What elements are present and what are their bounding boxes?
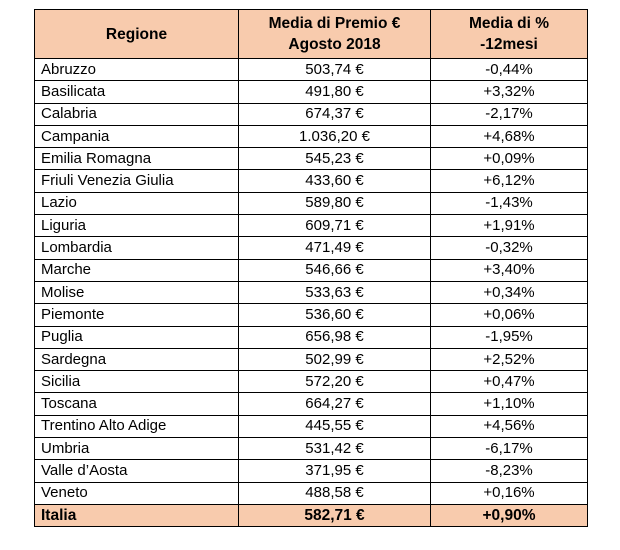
cell-regione: Veneto bbox=[35, 482, 239, 504]
cell-regione: Piemonte bbox=[35, 304, 239, 326]
premium-table-container bbox=[34, 9, 587, 527]
cell-premio: 545,23 € bbox=[239, 148, 431, 170]
cell-variazione: +4,56% bbox=[431, 415, 588, 437]
header-row bbox=[35, 10, 588, 59]
cell-variazione: +0,16% bbox=[431, 482, 588, 504]
cell-premio: 546,66 € bbox=[239, 259, 431, 281]
cell-premio: 664,27 € bbox=[239, 393, 431, 415]
cell-regione: Molise bbox=[35, 281, 239, 303]
cell-premio: 445,55 € bbox=[239, 415, 431, 437]
header-regione-label: Regione bbox=[105, 25, 168, 43]
table-row bbox=[35, 326, 588, 348]
cell-premio: 491,80 € bbox=[239, 81, 431, 103]
cell-regione: Friuli Venezia Giulia bbox=[35, 170, 239, 192]
premium-table bbox=[34, 9, 588, 527]
cell-premio: 674,37 € bbox=[239, 103, 431, 125]
cell-regione: Lazio bbox=[35, 192, 239, 214]
total-variazione: +0,90% bbox=[431, 504, 588, 526]
cell-premio: 609,71 € bbox=[239, 215, 431, 237]
cell-premio: 433,60 € bbox=[239, 170, 431, 192]
cell-regione: Marche bbox=[35, 259, 239, 281]
table-body bbox=[35, 59, 588, 527]
cell-regione: Emilia Romagna bbox=[35, 148, 239, 170]
cell-premio: 533,63 € bbox=[239, 281, 431, 303]
cell-variazione: +1,10% bbox=[431, 393, 588, 415]
cell-premio: 1.036,20 € bbox=[239, 125, 431, 147]
cell-premio: 502,99 € bbox=[239, 348, 431, 370]
table-row bbox=[35, 281, 588, 303]
header-regione bbox=[35, 10, 239, 59]
cell-variazione: -8,23% bbox=[431, 460, 588, 482]
cell-variazione: -6,17% bbox=[431, 438, 588, 460]
table-row bbox=[35, 460, 588, 482]
table-row bbox=[35, 192, 588, 214]
table-row bbox=[35, 482, 588, 504]
table-row bbox=[35, 148, 588, 170]
table-row bbox=[35, 371, 588, 393]
cell-regione: Abruzzo bbox=[35, 59, 239, 81]
table-row bbox=[35, 237, 588, 259]
total-regione: Italia bbox=[35, 504, 239, 526]
cell-premio: 371,95 € bbox=[239, 460, 431, 482]
cell-regione: Valle d’Aosta bbox=[35, 460, 239, 482]
cell-regione: Trentino Alto Adige bbox=[35, 415, 239, 437]
cell-variazione: +0,06% bbox=[431, 304, 588, 326]
table-row bbox=[35, 59, 588, 81]
cell-premio: 531,42 € bbox=[239, 438, 431, 460]
cell-variazione: +0,09% bbox=[431, 148, 588, 170]
cell-variazione: -1,43% bbox=[431, 192, 588, 214]
table-row bbox=[35, 393, 588, 415]
cell-variazione: +0,34% bbox=[431, 281, 588, 303]
header-media-premio bbox=[239, 10, 431, 59]
cell-variazione: -2,17% bbox=[431, 103, 588, 125]
cell-regione: Sicilia bbox=[35, 371, 239, 393]
table-row bbox=[35, 170, 588, 192]
table-row bbox=[35, 348, 588, 370]
cell-regione: Lombardia bbox=[35, 237, 239, 259]
cell-premio: 656,98 € bbox=[239, 326, 431, 348]
header-media-variazione-line1: Media di % bbox=[468, 15, 550, 32]
cell-variazione: -1,95% bbox=[431, 326, 588, 348]
cell-variazione: +3,32% bbox=[431, 81, 588, 103]
cell-variazione: +6,12% bbox=[431, 170, 588, 192]
cell-regione: Umbria bbox=[35, 438, 239, 460]
cell-regione: Toscana bbox=[35, 393, 239, 415]
cell-premio: 536,60 € bbox=[239, 304, 431, 326]
cell-regione: Basilicata bbox=[35, 81, 239, 103]
table-row bbox=[35, 438, 588, 460]
total-row bbox=[35, 504, 588, 526]
cell-regione: Campania bbox=[35, 125, 239, 147]
cell-variazione: +2,52% bbox=[431, 348, 588, 370]
total-premio: 582,71 € bbox=[239, 504, 431, 526]
cell-variazione: +1,91% bbox=[431, 215, 588, 237]
cell-premio: 589,80 € bbox=[239, 192, 431, 214]
table-header bbox=[35, 10, 588, 59]
table-row bbox=[35, 259, 588, 281]
cell-variazione: +4,68% bbox=[431, 125, 588, 147]
header-media-premio-line1: Media di Premio € bbox=[268, 15, 401, 32]
cell-variazione: +3,40% bbox=[431, 259, 588, 281]
table-row bbox=[35, 415, 588, 437]
cell-variazione: +0,47% bbox=[431, 371, 588, 393]
cell-variazione: -0,32% bbox=[431, 237, 588, 259]
header-media-premio-line2: Agosto 2018 bbox=[288, 36, 381, 53]
table-row bbox=[35, 215, 588, 237]
cell-premio: 503,74 € bbox=[239, 59, 431, 81]
header-media-variazione-line2: -12mesi bbox=[480, 36, 538, 53]
cell-regione: Puglia bbox=[35, 326, 239, 348]
header-media-variazione bbox=[431, 10, 588, 59]
cell-premio: 488,58 € bbox=[239, 482, 431, 504]
table-row bbox=[35, 103, 588, 125]
cell-regione: Sardegna bbox=[35, 348, 239, 370]
table-row bbox=[35, 304, 588, 326]
cell-premio: 471,49 € bbox=[239, 237, 431, 259]
cell-regione: Calabria bbox=[35, 103, 239, 125]
cell-variazione: -0,44% bbox=[431, 59, 588, 81]
table-row bbox=[35, 125, 588, 147]
cell-premio: 572,20 € bbox=[239, 371, 431, 393]
cell-regione: Liguria bbox=[35, 215, 239, 237]
table-row bbox=[35, 81, 588, 103]
